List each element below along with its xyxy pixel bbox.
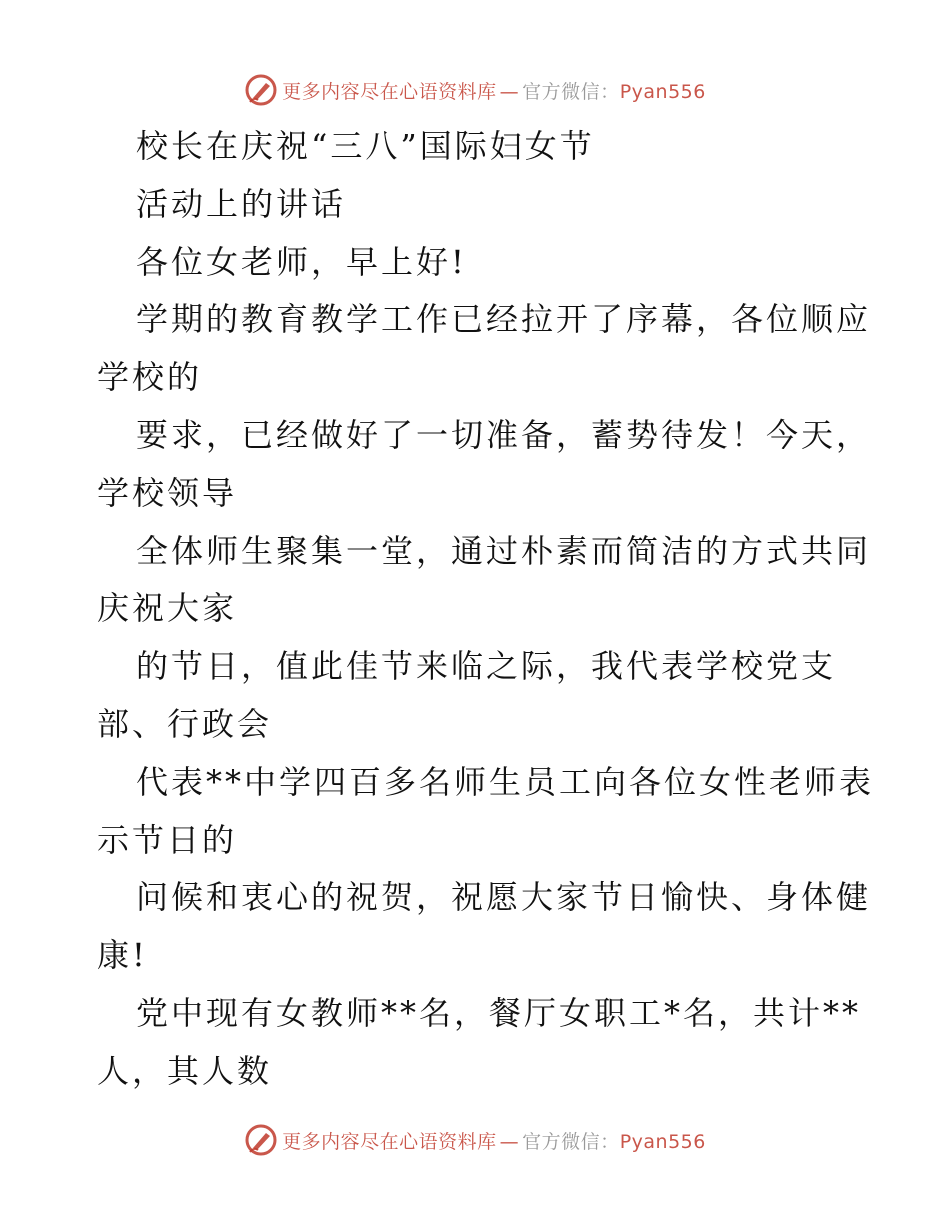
watermark-wechat-label: 官方微信： bbox=[522, 1130, 620, 1153]
watermark-main: 更多内容尽在心语资料库 bbox=[282, 1130, 497, 1153]
watermark-wechat-id: Pyan556 bbox=[619, 80, 706, 103]
watermark-dash: — bbox=[499, 1130, 520, 1153]
text-line: 人，其人数 bbox=[97, 1051, 273, 1090]
footer-watermark bbox=[0, 1120, 950, 1160]
pen-logo-icon bbox=[244, 1123, 278, 1157]
document-body bbox=[97, 118, 875, 1101]
text-line: 庆祝大家 bbox=[97, 589, 238, 628]
watermark-text bbox=[282, 77, 706, 104]
watermark-main: 更多内容尽在心语资料库 bbox=[282, 80, 497, 103]
text-line: 示节日的 bbox=[97, 820, 238, 859]
text-line: 部、行政会 bbox=[97, 704, 273, 743]
watermark-dash: — bbox=[499, 80, 520, 103]
text-line: 党中现有女教师**名，餐厅女职工*名，共计** bbox=[136, 993, 862, 1032]
text-line: 的节日，值此佳节来临之际，我代表学校党支 bbox=[136, 647, 837, 686]
text-line: 要求，已经做好了一切准备，蓄势待发！今天， bbox=[136, 415, 872, 454]
pen-logo-icon bbox=[244, 73, 278, 107]
text-line: 学校的 bbox=[97, 358, 203, 397]
text-line: 学期的教育教学工作已经拉开了序幕，各位顺应 bbox=[136, 300, 872, 339]
watermark-text bbox=[282, 1127, 706, 1154]
watermark-wechat-id: Pyan556 bbox=[619, 1130, 706, 1153]
text-line: 各位女老师，早上好! bbox=[136, 242, 467, 281]
text-line: 校长在庆祝“三八”国际妇女节 bbox=[136, 127, 595, 165]
watermark-wechat-label: 官方微信： bbox=[522, 80, 620, 103]
text-line: 学校领导 bbox=[97, 473, 238, 512]
text-line: 代表**中学四百多名师生员工向各位女性老师表 bbox=[136, 762, 875, 801]
text-line: 活动上的讲话 bbox=[136, 184, 347, 223]
text-line: 全体师生聚集一堂，通过朴素而简洁的方式共同 bbox=[136, 531, 872, 570]
text-line: 问候和衷心的祝贺，祝愿大家节日愉快、身体健 bbox=[136, 878, 872, 917]
header-watermark bbox=[0, 70, 950, 110]
text-line: 康! bbox=[97, 936, 148, 975]
